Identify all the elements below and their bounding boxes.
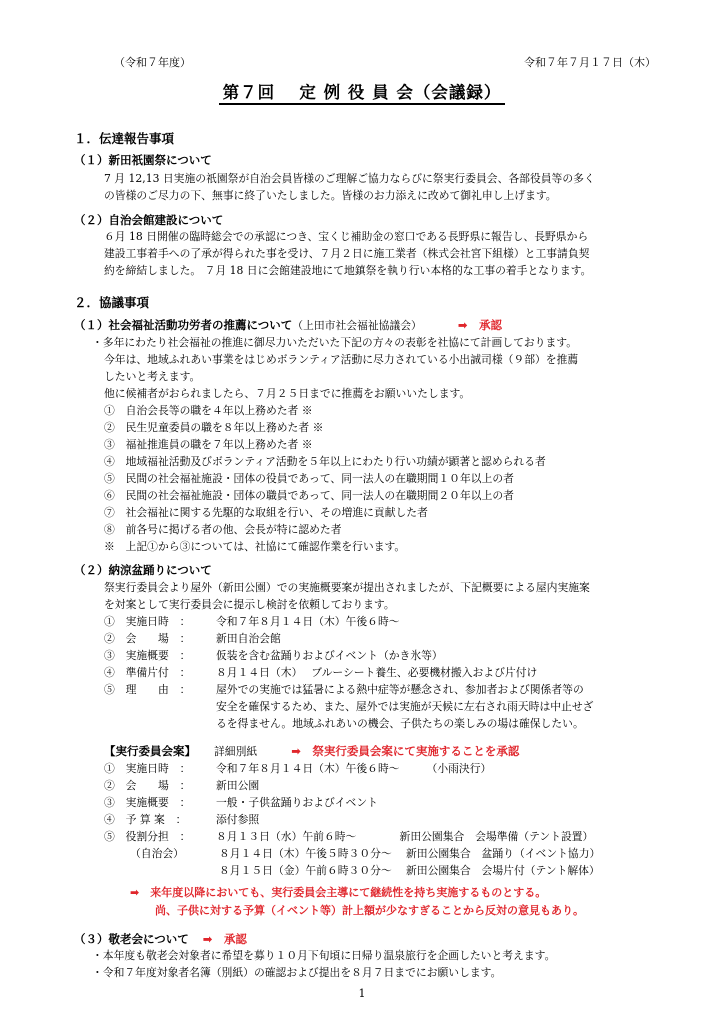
committee-plan-label: ⑤ 役割分担 ：: [104, 830, 191, 843]
section-2-2-line: 祭実行委員会より屋外（新田公園）での実施概要案が提出されましたが、下記概要による屋内実施案: [104, 581, 590, 594]
committee-plan-value: 添付参照: [216, 813, 260, 826]
committee-plan-heading: [104, 743, 519, 759]
committee-plan-value: ８月１３日（水）午前６時～ 新田公園集合 会場準備（テント設置）: [216, 830, 594, 843]
committee-plan-label: ④ 予 算 案 ：: [104, 813, 187, 826]
committee-plan-label: ③ 実施概要 ：: [104, 796, 191, 809]
section-2-3-result: ➡ 承認: [202, 932, 247, 946]
indoor-plan-value: 仮装を含む盆踊りおよびイベント（かき氷等）: [216, 649, 443, 662]
indoor-plan-reason-cont: 安全を確保するため、また、屋外では実施が天候に左右され雨天時は中止せざ: [216, 700, 594, 713]
criteria-item: ⑥ 民間の社会福祉施設・団体の職員であって、同一法人の在職期間２０年以上の者: [104, 489, 514, 502]
document-date: 令和７年７月１７日（木）: [524, 56, 656, 69]
section-2-2-heading: （２）納涼盆踊りについて: [74, 563, 212, 577]
section-2-1-result: ➡ 承認: [457, 318, 502, 332]
criteria-item: ⑤ 民間の社会福祉施設・団体の役員であって、同一法人の在職期間１０年以上の者: [104, 472, 514, 485]
indoor-plan-label: ② 会 場 ：: [104, 632, 191, 645]
section-2-1-title: （１）社会福祉活動功労者の推薦について: [74, 318, 293, 332]
indoor-plan-value: 新田自治会館: [216, 632, 281, 645]
criteria-item: ③ 福祉推進員の職を７年以上務めた者 ※: [104, 438, 313, 451]
role-line: ８月１４日（木）午後５時３０分～ 新田公園集合 盆踊り（イベント協力）: [219, 847, 601, 860]
criteria-note: ※ 上記①から③については、社協にて確認作業を行います。: [104, 540, 406, 553]
page-title: [0, 79, 724, 103]
section-1-2-line: 建設工事着手への了承が得られた事を受け、７月２日に施工業者（株式会社宮下組様）と工事請負契: [104, 247, 590, 260]
section-2-3-line: ・本年度も敬老会対象者に希望を募り１０月下旬頃に日帰り温泉旅行を企画したいと考えます。: [92, 949, 556, 962]
section-2-2-line: を対案として実行委員会に提示し検討を依頼しております。: [104, 598, 395, 611]
section-1-2-line: ６月 18 日開催の臨時総会での承認につき、宝くじ補助金の窓口である長野県に報告し、長野県から: [104, 230, 589, 243]
section-2-1-line: 他に候補者がおられましたら、７月２５日までに推薦をお願いいたします。: [104, 387, 471, 400]
indoor-plan-label: ⑤ 理 由 ：: [104, 683, 191, 696]
section-2-1-line: 今年は、地域ふれあい事業をはじめボランティア活動に尽力されている小出誠司様（９部）を推薦: [104, 353, 579, 366]
indoor-plan-value: 屋外での実施では猛暑による熱中症等が懸念され、参加者および関係者等の: [216, 683, 584, 696]
criteria-item: ① 自治会長等の職を４年以上務めた者 ※: [104, 404, 313, 417]
section-2-1-note: （上田市社会福祉協議会）: [292, 319, 422, 332]
committee-remark: ➡ 来年度以降においても、実行委員会主導にて継続性を持ち実施するものとする。: [130, 886, 547, 899]
section-2-3-line: ・令和７年度対象者名簿（別紙）の確認および提出を８月７日までにお願いします。: [92, 966, 502, 979]
fiscal-year-label: （令和７年度）: [114, 56, 191, 69]
indoor-plan-label: ① 実施日時 ：: [104, 615, 191, 628]
indoor-plan-label: ③ 実施概要 ：: [104, 649, 191, 662]
section-2-heading: ２．協議事項: [74, 295, 150, 310]
indoor-plan-label: ④ 準備片付 ：: [104, 666, 191, 679]
section-2-3-title: （３）敬老会について: [74, 932, 189, 946]
section-2-1-heading: [74, 317, 502, 333]
role-line: ８月１５日（金）午前６時３０分～ 新田公園集合 会場片付（テント解体）: [219, 864, 600, 877]
section-1-1-line: 7 月 12,13 日実施の祇園祭が自治会員皆様のご理解ご協力ならびに祭実行委員会、各部役員等の多く: [104, 172, 595, 185]
criteria-item: ④ 地域福祉活動及びボランティア活動を５年以上にわたり行い功績が顕著と認められる者: [104, 455, 546, 468]
criteria-item: ⑧ 前各号に掲げる者の他、会長が特に認めた者: [104, 523, 342, 536]
committee-plan-label: ② 会 場 ：: [104, 779, 191, 792]
section-1-1-line: の皆様のご尽力の下、無事に終了いたしました。皆様のお力添えに改めて御礼申し上げます。: [104, 189, 557, 202]
committee-plan-result: ➡ 祭実行委員会案にて実施することを承認: [291, 744, 520, 758]
criteria-item: ⑦ 社会福祉に関する先駆的な取組を行い、その増進に貢献した者: [104, 506, 428, 519]
indoor-plan-value: 令和７年８月１４日（木）午後６時～: [216, 615, 400, 628]
section-1-2-line: 約を締結しました。 ７月 18 日に会館建設地にて地鎮祭を執り行い本格的な工事の着手となります。: [104, 264, 592, 277]
section-2-1-line: ・多年にわたり社会福祉の推進に御尽力いただいた下記の方々の表彰を社協にて計画しております。: [92, 336, 577, 349]
committee-plan-value: 一般・子供盆踊りおよびイベント: [216, 796, 378, 809]
committee-plan-attachment: 詳細別紙: [214, 745, 258, 758]
section-2-1-line: したいと考えます。: [104, 370, 201, 383]
page-number: 1: [358, 987, 366, 1000]
committee-plan-title: 【実行委員会案】: [104, 744, 196, 758]
section-2-3-heading: [74, 931, 247, 947]
role-org-label: （自治会）: [130, 847, 184, 860]
committee-plan-value: 令和７年８月１４日（木）午後６時～ （小雨決行）: [216, 762, 492, 775]
indoor-plan-reason-cont: るを得ません。地域ふれあいの機会、子供たちの楽しみの場は確保したい。: [216, 717, 584, 730]
section-1-1-heading: （１）新田祇園祭について: [74, 153, 212, 167]
committee-remark: 尚、子供に対する予算（イベント等）計上額が少なすぎることから反対の意見もあり。: [155, 904, 584, 917]
page-title-text: 第７回 定 例 役 員 会（会議録）: [219, 83, 506, 105]
committee-plan-label: ① 実施日時 ：: [104, 762, 191, 775]
criteria-item: ② 民生児童委員の職を８年以上務めた者 ※: [104, 421, 324, 434]
section-1-2-heading: （２）自治会館建設について: [74, 213, 224, 227]
indoor-plan-value: ８月１４日（木） ブルーシート養生、必要機材搬入および片付け: [216, 666, 538, 679]
section-1-heading: １．伝達報告事項: [74, 131, 175, 146]
committee-plan-value: 新田公園: [216, 779, 260, 792]
